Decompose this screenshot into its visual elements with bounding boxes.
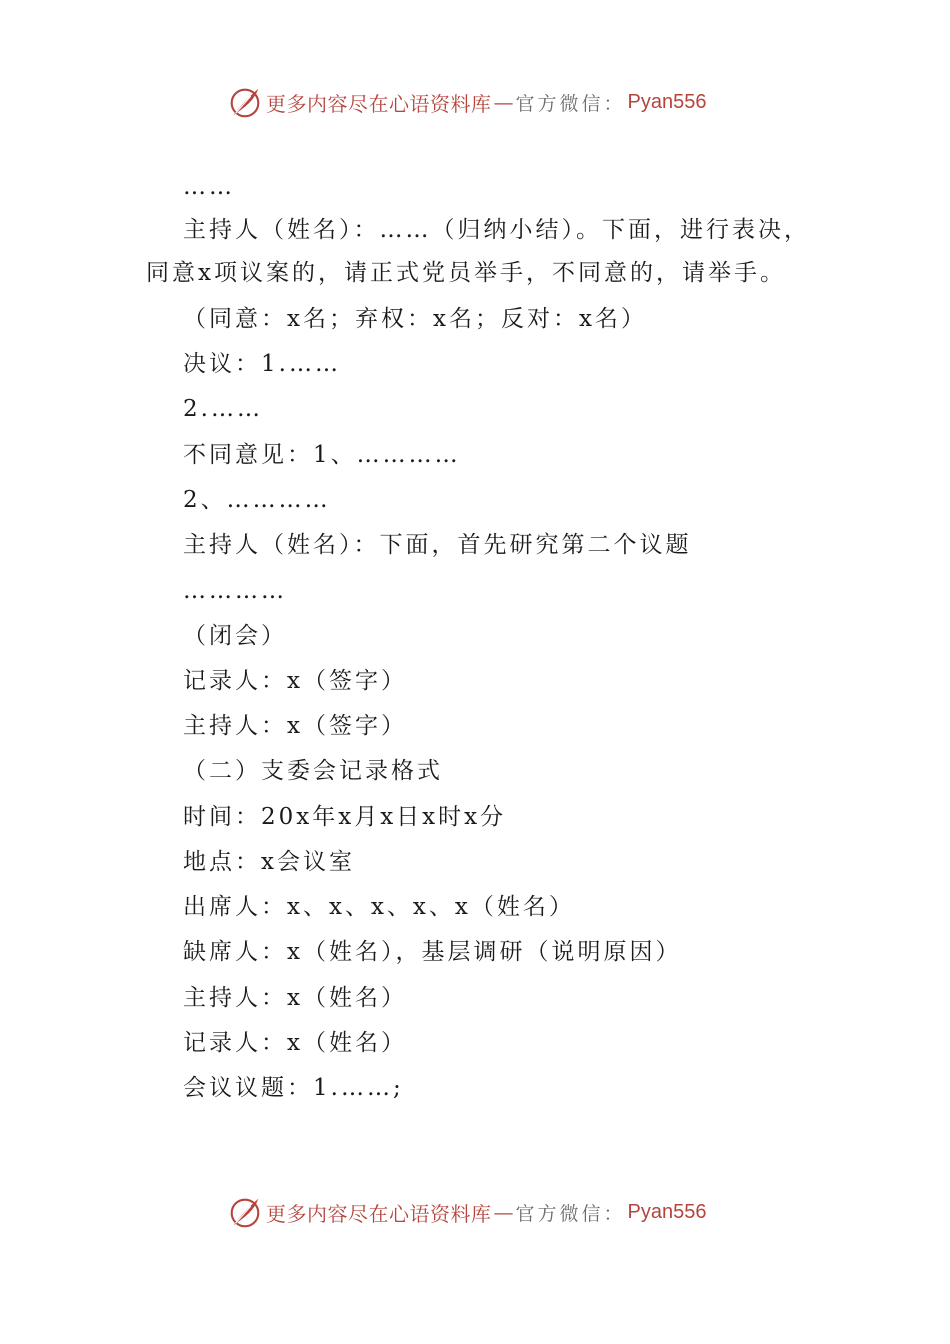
quill-logo-icon xyxy=(226,1193,264,1231)
text-line: 时间：20x年x月x日x时x分 xyxy=(183,804,507,830)
text-line: 主持人：x（姓名） xyxy=(183,985,407,1011)
text-line: 2、………… xyxy=(183,487,331,513)
watermark-site-text: 更多内容尽在心语资料库 xyxy=(266,91,492,116)
text-line: 会议议题：1.……; xyxy=(183,1075,404,1101)
text-line: 不同意见：1、………… xyxy=(183,442,461,468)
text-line: （闭会） xyxy=(183,623,287,649)
text-line: 出席人：x、x、x、x、x（姓名） xyxy=(183,894,575,920)
text-line: 主持人：x（签字） xyxy=(183,713,407,739)
text-line: 决议：1.…… xyxy=(183,351,341,377)
section-heading: （二）支委会记录格式 xyxy=(183,758,443,784)
watermark-dash: — xyxy=(493,1200,514,1224)
watermark-site-text: 更多内容尽在心语资料库 xyxy=(266,1201,492,1226)
header-watermark xyxy=(226,82,706,122)
text-line: 记录人：x（姓名） xyxy=(183,1030,407,1056)
text-line: 记录人：x（签字） xyxy=(183,668,407,694)
watermark-dash: — xyxy=(493,90,514,114)
watermark-wechat-id: Pyan556 xyxy=(627,90,707,113)
text-line: 同意x项议案的，请正式党员举手，不同意的，请举手。 xyxy=(146,260,786,286)
watermark-label: 官方微信： xyxy=(515,92,626,115)
quill-logo-icon xyxy=(226,83,264,121)
footer-watermark xyxy=(226,1192,706,1232)
watermark-label: 官方微信： xyxy=(515,1202,626,1225)
text-line: 缺席人：x（姓名），基层调研（说明原因） xyxy=(183,939,682,965)
text-line: （同意：x名；弃权：x名；反对：x名） xyxy=(183,306,647,332)
text-line: ………… xyxy=(183,578,287,604)
text-line: 2.…… xyxy=(183,396,263,422)
text-line: 地点：x会议室 xyxy=(183,849,355,875)
text-line: 主持人（姓名）：……（归纳小结）。下面，进行表决， xyxy=(183,217,810,243)
watermark-wechat-id: Pyan556 xyxy=(627,1200,707,1223)
text-line: 主持人（姓名）：下面，首先研究第二个议题 xyxy=(183,532,692,558)
text-line: …… xyxy=(183,174,235,200)
